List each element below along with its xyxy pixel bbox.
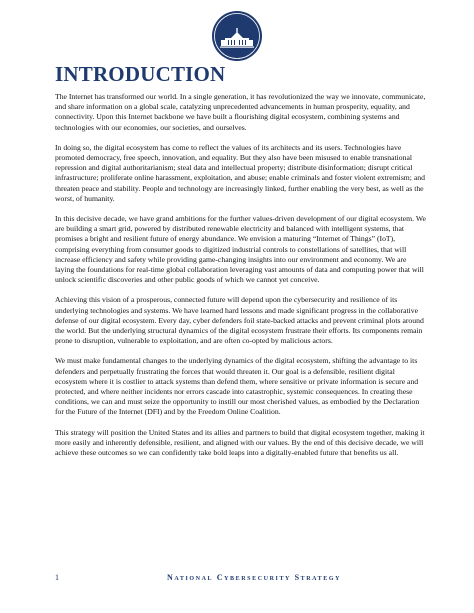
paragraph-2: In doing so, the digital ecosystem has come to reflect the values of its architects and its users. Technologies have promoted democracy, free speech, innovation, and equality. But they also have been misused to enable transnational repression and digital authoritarianism; steal data and intellectual property; distribute disinformation; disrupt critical infrastructure; proliferate online harassment, exploitation, and abuse; enable criminals and foster violent extremism; and threaten peace and stability. People and technology are increasingly linked, further enabling the very best, as well as the worst, of humanity. [55,142,425,203]
white-house-seal-icon [211,10,263,62]
page-number: 1 [55,573,59,582]
paragraph-4: Achieving this vision of a prosperous, connected future will depend upon the cybersecurity and resilience of its underlying technologies and systems. We have learned hard lessons and made significant progress in the collaborative defense of our digital ecosystem. Every day, cyber defenders foil state-backed attacks and prevent criminal plots around the world. But the underlying structural dynamics of the digital ecosystem frustrate their efforts. Its components remain prone to disruption, vulnerable to exploitation, and are often co-opted by malicious actors. [55,295,424,346]
paragraph-6: This strategy will position the United States and its allies and partners to build that digital ecosystem together, making it more easily and inherently defensible, resilient, and aligned with our values. By the end of this decisive decade, we will achieve these outcomes so we can confidently take bold leaps into a digitally-enabled future that benefits us all. [55,427,425,458]
footer-document-title: National Cybersecurity Strategy [167,573,342,582]
page-footer [55,573,426,587]
paragraph-1: The Internet has transformed our world. In a single generation, it has revolutionized the way we innovate, communicate, and share information on a global scale, catalyzing unprecedented advancements in human prosperity, equality, and connectivity. Upon this Internet backbone we have built a flourishing digital ecosystem, combining systems and technologies with our economies, our societies, and ourselves. [55,92,426,132]
body-text [55,92,426,468]
page-title: INTRODUCTION [55,62,226,86]
paragraph-3: In this decisive decade, we have grand ambitions for the further values-driven development of our digital ecosystem. We are building a smart grid, powered by distributed renewable electricity and balanced with intelligent systems, that promises a bright and resilient future of energy abundance. We envision a maturing “Internet of Things” (IoT), comprising everything from consumer goods to digitized industrial controls to constellations of satellites, that will increase efficiency and safety while providing game-changing insights into our environment and economy. We are laying the foundations for real-time global collaboration leveraging vast amounts of data and computing power that will unlock scientific discoveries and other public goods of which we cannot yet conceive. [55,214,426,285]
paragraph-5: We must make fundamental changes to the underlying dynamics of the digital ecosystem, shifting the advantage to its defenders and perpetually frustrating the forces that would threaten it. Our goal is a defensible, resilient digital ecosystem where it is costlier to attack systems than defend them, where sensitive or private information is secure and protected, and where neither incidents nor errors cascade into catastrophic, systemic consequences. In creating these conditions, we can and must seize the opportunity to instill our most cherished values, as embodied by the Declaration for the Future of the Internet (DFI) and by the Freedom Online Coalition. [55,356,420,417]
